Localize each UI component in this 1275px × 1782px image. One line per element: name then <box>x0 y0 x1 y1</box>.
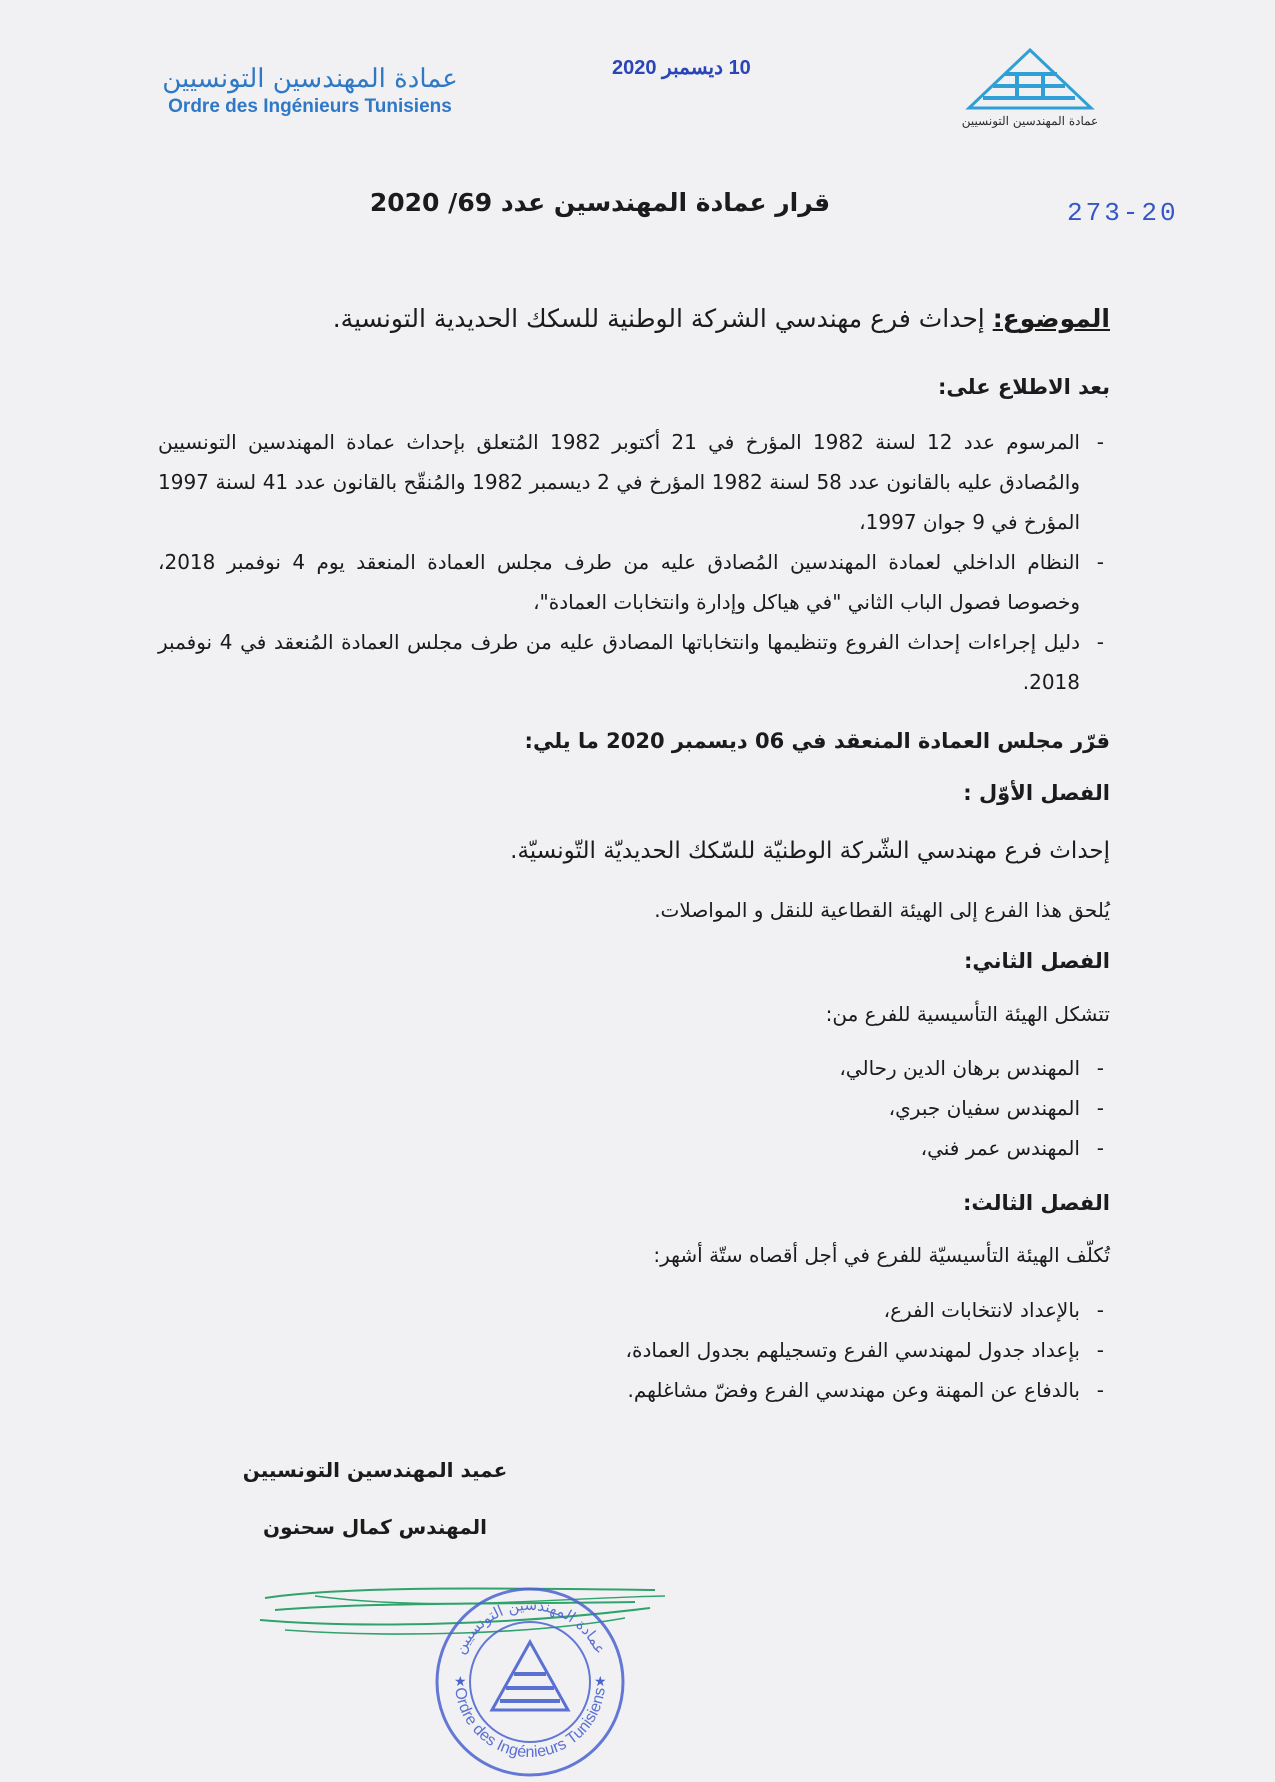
article2-intro: تتشكل الهيئة التأسيسية للفرع من: <box>825 1002 1110 1026</box>
seal-logo-icon <box>492 1642 568 1710</box>
list-item: - المرسوم عدد 12 لسنة 1982 المؤرخ في 21 أكتوبر 1982 المُتعلق بإحداث عمادة المهندسين التونسيين والمُصادق عليه بالقانون عدد 58 لسنة 1982 المؤرخ في 2 ديسمبر 1982 والمُنقّح بالقانون عدد 41 لسنة 1997 المؤرخ في 9 جوان 1997، <box>158 422 1110 542</box>
official-seal <box>430 1582 630 1782</box>
list-item: - النظام الداخلي لعمادة المهندسين المُصادق عليه من طرف مجلس العمادة المنعقد يوم 4 نوفمبر 2018، وخصوصا فصول الباب الثاني "في هياكل وإدارة وانتخابات العمادة"، <box>158 542 1110 622</box>
logo-caption: عمادة المهندسين التونسيين <box>961 114 1099 128</box>
preamble-heading: بعد الاطلاع على: <box>938 375 1110 399</box>
seal-text-fr: Ordre des Ingénieurs Tunisiens <box>451 1686 609 1762</box>
list-item: - بالإعداد لانتخابات الفرع، <box>470 1290 1110 1330</box>
org-logo <box>955 48 1105 138</box>
subject-label: الموضوع: <box>992 304 1110 333</box>
decision-line: قرّر مجلس العمادة المنعقد في 06 ديسمبر 2020 ما يلي: <box>524 729 1110 753</box>
tasks-list <box>470 1290 1110 1410</box>
list-item: - بإعداد جدول لمهندسي الفرع وتسجيلهم بجدول العمادة، <box>470 1330 1110 1370</box>
list-item: - بالدفاع عن المهنة وعن مهندسي الفرع وفضّ مشاغلهم. <box>470 1370 1110 1410</box>
article1-heading: الفصل الأوّل : <box>963 781 1110 805</box>
reference-number: 273-20 <box>1067 198 1179 228</box>
star-icon: ★ <box>454 1674 467 1690</box>
triangle-logo-icon <box>965 48 1095 112</box>
org-letterhead <box>150 62 470 118</box>
signature-title: عميد المهندسين التونسيين <box>242 1458 508 1482</box>
seal-text-ar: عمادة المهندسين التونسيين <box>450 1595 610 1657</box>
svg-text:عمادة المهندسين التونسيين <box>450 1596 609 1657</box>
article3-intro: تُكلّف الهيئة التأسيسيّة للفرع في أجل أقصاه ستّة أشهر: <box>653 1243 1110 1267</box>
list-item: - المهندس عمر فني، <box>690 1128 1110 1168</box>
article1-note: يُلحق هذا الفرع إلى الهيئة القطاعية للنقل و المواصلات. <box>654 898 1110 922</box>
list-item: - المهندس برهان الدين رحالي، <box>690 1048 1110 1088</box>
list-item: - دليل إجراءات إحداث الفروع وتنظيمها وانتخاباتها المصادق عليه من طرف مجلس العمادة المُنعقد في 4 نوفمبر 2018. <box>158 622 1110 702</box>
org-name-arabic: عمادة المهندسين التونسيين <box>162 64 458 94</box>
page-title: قرار عمادة المهندسين عدد 69/ 2020 <box>369 188 831 217</box>
signature-name: المهندس كمال سحنون <box>263 1515 487 1539</box>
preamble-list <box>158 422 1110 702</box>
members-list <box>690 1048 1110 1168</box>
subject-text: إحداث فرع مهندسي الشركة الوطنية للسكك الحديدية التونسية. <box>332 304 985 333</box>
article1-text: إحداث فرع مهندسي الشّركة الوطنيّة للسّكك الحديديّة التّونسيّة. <box>510 838 1110 864</box>
article3-heading: الفصل الثالث: <box>963 1191 1110 1215</box>
subject-line <box>333 300 1110 338</box>
list-item: - المهندس سفيان جبري، <box>690 1088 1110 1128</box>
svg-text:Ordre des Ingénieurs Tunisiens <box>451 1686 609 1761</box>
stamp-date: 10 ديسمبر 2020 <box>612 57 751 79</box>
article2-heading: الفصل الثاني: <box>963 949 1110 973</box>
org-name-french: Ordre des Ingénieurs Tunisiens <box>168 96 452 117</box>
star-icon: ★ <box>594 1674 607 1690</box>
